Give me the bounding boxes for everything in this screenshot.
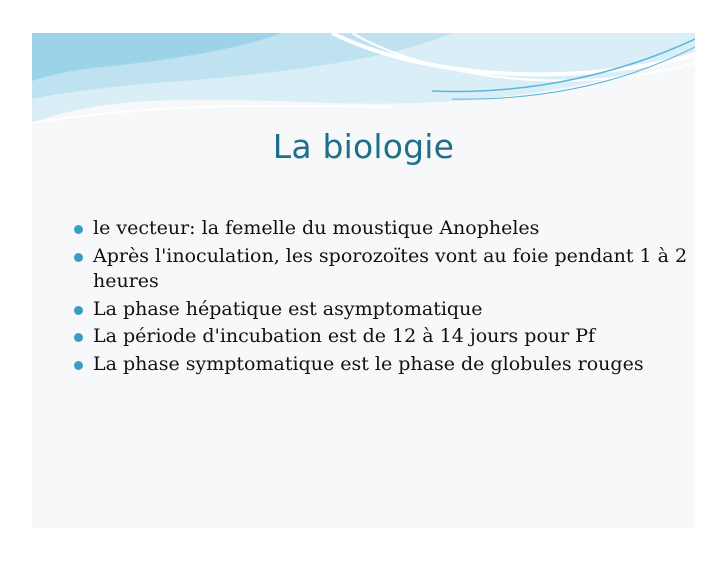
bullet-icon xyxy=(74,361,83,370)
bullet-icon xyxy=(74,253,83,262)
list-item xyxy=(69,244,689,295)
bullet-text: La période d'incubation est de 12 à 14 jours pour Pf xyxy=(93,325,596,347)
bullet-text: le vecteur: la femelle du moustique Anopheles xyxy=(93,217,540,239)
header-wave-decoration xyxy=(32,33,695,123)
bullet-list xyxy=(69,216,689,379)
bullet-text: La phase hépatique est asymptomatique xyxy=(93,297,483,320)
list-item xyxy=(69,297,689,323)
bullet-icon xyxy=(74,333,83,342)
bullet-icon xyxy=(74,306,83,315)
slide xyxy=(32,33,695,528)
list-item xyxy=(69,352,689,378)
bullet-text: La phase symptomatique est le phase de globules rouges xyxy=(93,352,644,375)
list-item xyxy=(69,324,689,350)
slide-title: La biologie xyxy=(272,127,455,166)
list-item xyxy=(69,216,689,242)
bullet-icon xyxy=(74,225,83,234)
bullet-text: Après l'inoculation, les sporozoïtes vont au foie pendant 1 à 2 heures xyxy=(93,244,688,292)
